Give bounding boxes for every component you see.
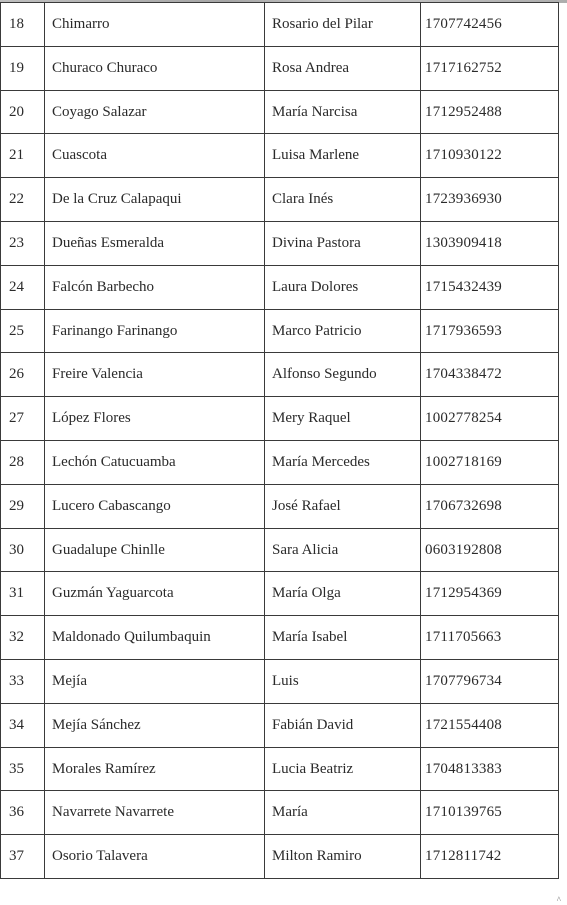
- row-number: 25: [1, 309, 45, 353]
- table-row: [1, 90, 559, 134]
- given-names-cell: Milton Ramiro: [265, 835, 421, 879]
- given-names-cell: Luisa Marlene: [265, 134, 421, 178]
- id-number-cell: 1723936930: [421, 178, 559, 222]
- table-row: [1, 835, 559, 879]
- given-names-cell: José Rafael: [265, 484, 421, 528]
- table-row: [1, 353, 559, 397]
- given-names-cell: Rosa Andrea: [265, 46, 421, 90]
- given-names-cell: Rosario del Pilar: [265, 3, 421, 47]
- given-names-cell: María Mercedes: [265, 440, 421, 484]
- table-row: [1, 440, 559, 484]
- surname-cell: Chimarro: [45, 3, 265, 47]
- row-number: 24: [1, 265, 45, 309]
- surname-cell: De la Cruz Calapaqui: [45, 178, 265, 222]
- id-number-cell: 1303909418: [421, 221, 559, 265]
- row-number: 32: [1, 616, 45, 660]
- given-names-cell: Alfonso Segundo: [265, 353, 421, 397]
- surname-cell: Osorio Talavera: [45, 835, 265, 879]
- given-names-cell: María Isabel: [265, 616, 421, 660]
- surname-cell: Mejía Sánchez: [45, 703, 265, 747]
- given-names-cell: Sara Alicia: [265, 528, 421, 572]
- row-number: 27: [1, 397, 45, 441]
- row-number: 23: [1, 221, 45, 265]
- id-number-cell: 0603192808: [421, 528, 559, 572]
- given-names-cell: María Olga: [265, 572, 421, 616]
- table-row: [1, 221, 559, 265]
- table-row: [1, 484, 559, 528]
- id-number-cell: 1706732698: [421, 484, 559, 528]
- id-number-cell: 1002778254: [421, 397, 559, 441]
- row-number: 31: [1, 572, 45, 616]
- corner-mark: ^: [556, 895, 561, 905]
- table-row: [1, 309, 559, 353]
- surname-cell: Maldonado Quilumbaquin: [45, 616, 265, 660]
- surname-cell: Cuascota: [45, 134, 265, 178]
- row-number: 20: [1, 90, 45, 134]
- table-row: [1, 659, 559, 703]
- id-number-cell: 1710139765: [421, 791, 559, 835]
- row-number: 18: [1, 3, 45, 47]
- table-row: [1, 528, 559, 572]
- table-row: [1, 791, 559, 835]
- row-number: 28: [1, 440, 45, 484]
- table-row: [1, 703, 559, 747]
- given-names-cell: Lucia Beatriz: [265, 747, 421, 791]
- surname-cell: Farinango Farinango: [45, 309, 265, 353]
- given-names-cell: Luis: [265, 659, 421, 703]
- surname-cell: Falcón Barbecho: [45, 265, 265, 309]
- table-row: [1, 616, 559, 660]
- roster-table: [0, 2, 559, 879]
- surname-cell: Freire Valencia: [45, 353, 265, 397]
- id-number-cell: 1717936593: [421, 309, 559, 353]
- id-number-cell: 1704338472: [421, 353, 559, 397]
- table-row: [1, 572, 559, 616]
- id-number-cell: 1712954369: [421, 572, 559, 616]
- row-number: 21: [1, 134, 45, 178]
- row-number: 19: [1, 46, 45, 90]
- table-row: [1, 134, 559, 178]
- id-number-cell: 1707742456: [421, 3, 559, 47]
- surname-cell: Churaco Churaco: [45, 46, 265, 90]
- row-number: 33: [1, 659, 45, 703]
- given-names-cell: Divina Pastora: [265, 221, 421, 265]
- row-number: 26: [1, 353, 45, 397]
- id-number-cell: 1712952488: [421, 90, 559, 134]
- id-number-cell: 1002718169: [421, 440, 559, 484]
- table-row: [1, 46, 559, 90]
- given-names-cell: Clara Inés: [265, 178, 421, 222]
- surname-cell: Mejía: [45, 659, 265, 703]
- surname-cell: Lucero Cabascango: [45, 484, 265, 528]
- given-names-cell: Fabián David: [265, 703, 421, 747]
- table-row: [1, 178, 559, 222]
- row-number: 34: [1, 703, 45, 747]
- given-names-cell: Laura Dolores: [265, 265, 421, 309]
- surname-cell: Lechón Catucuamba: [45, 440, 265, 484]
- id-number-cell: 1715432439: [421, 265, 559, 309]
- row-number: 35: [1, 747, 45, 791]
- surname-cell: Guzmán Yaguarcota: [45, 572, 265, 616]
- given-names-cell: Marco Patricio: [265, 309, 421, 353]
- row-number: 36: [1, 791, 45, 835]
- given-names-cell: María: [265, 791, 421, 835]
- id-number-cell: 1721554408: [421, 703, 559, 747]
- table-row: [1, 265, 559, 309]
- id-number-cell: 1710930122: [421, 134, 559, 178]
- id-number-cell: 1707796734: [421, 659, 559, 703]
- table-row: [1, 747, 559, 791]
- row-number: 37: [1, 835, 45, 879]
- row-number: 29: [1, 484, 45, 528]
- table-row: [1, 397, 559, 441]
- id-number-cell: 1704813383: [421, 747, 559, 791]
- id-number-cell: 1712811742: [421, 835, 559, 879]
- given-names-cell: María Narcisa: [265, 90, 421, 134]
- row-number: 30: [1, 528, 45, 572]
- table-row: [1, 3, 559, 47]
- id-number-cell: 1717162752: [421, 46, 559, 90]
- row-number: 22: [1, 178, 45, 222]
- surname-cell: López Flores: [45, 397, 265, 441]
- surname-cell: Navarrete Navarrete: [45, 791, 265, 835]
- given-names-cell: Mery Raquel: [265, 397, 421, 441]
- id-number-cell: 1711705663: [421, 616, 559, 660]
- surname-cell: Guadalupe Chinlle: [45, 528, 265, 572]
- surname-cell: Dueñas Esmeralda: [45, 221, 265, 265]
- roster-table-body: [1, 3, 559, 879]
- surname-cell: Coyago Salazar: [45, 90, 265, 134]
- surname-cell: Morales Ramírez: [45, 747, 265, 791]
